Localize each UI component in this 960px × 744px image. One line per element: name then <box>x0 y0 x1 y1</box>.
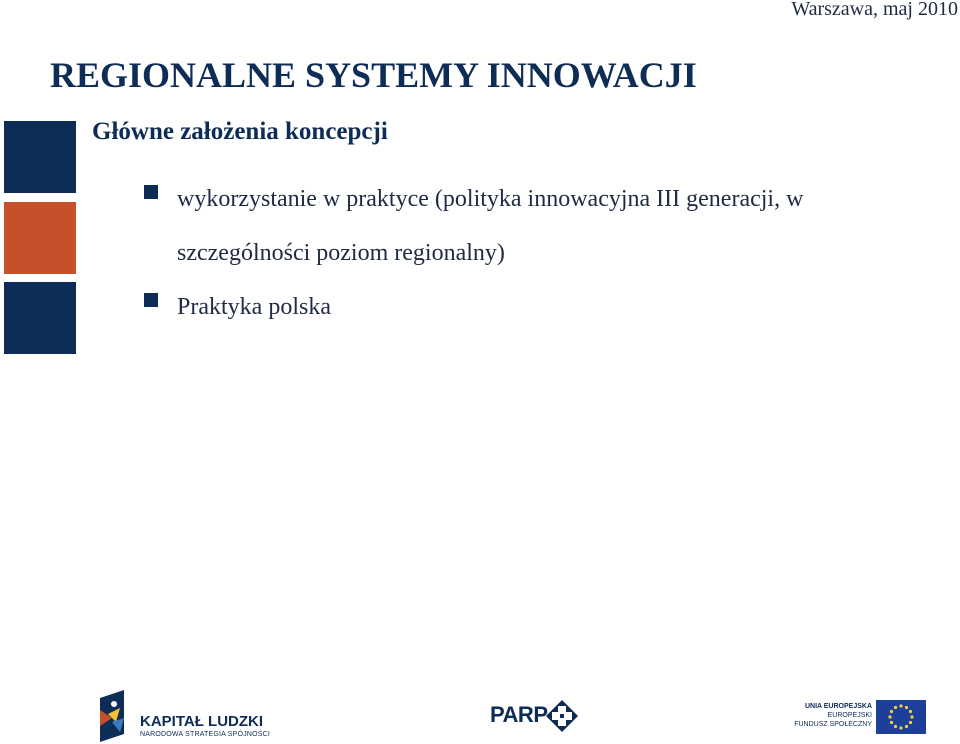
slide-title: REGIONALNE SYSTEMY INNOWACJI <box>50 55 697 95</box>
bullet-text: Praktyka polska <box>177 294 331 320</box>
decor-block-orange <box>4 202 76 274</box>
eu-line-1: UNIA EUROPEJSKA <box>804 703 872 710</box>
bullet-item <box>144 172 924 280</box>
eu-line-3: FUNDUSZ SPOŁECZNY <box>794 721 872 728</box>
parp-emblem-icon <box>546 700 578 732</box>
footer-logos <box>0 680 960 744</box>
kapital-ludzki-text: KAPITAŁ LUDZKI <box>140 713 264 730</box>
date-label: Warszawa, maj 2010 <box>791 0 958 20</box>
eu-flag-icon <box>876 700 926 734</box>
parp-logo <box>488 698 588 738</box>
kapital-ludzki-emblem-icon <box>94 688 134 744</box>
decor-block-navy-bottom <box>4 282 76 354</box>
kapital-ludzki-logo <box>94 688 274 744</box>
eu-fund-text <box>794 702 872 729</box>
bullet-item <box>144 280 924 334</box>
bullet-text: wykorzystanie w praktyce (polityka innowacyjna III generacji, w szczególności poziom regionalny) <box>177 186 804 266</box>
parp-text: PARP <box>490 702 548 727</box>
kapital-ludzki-subtext: NARODOWA STRATEGIA SPÓJNOŚCI <box>140 731 271 738</box>
square-bullet-icon <box>144 293 158 307</box>
decor-block-navy-top <box>4 121 76 193</box>
bullet-list <box>144 172 924 334</box>
eu-line-2: EUROPEJSKI <box>827 712 872 719</box>
slide-subtitle: Główne założenia koncepcji <box>92 118 388 145</box>
square-bullet-icon <box>144 185 158 199</box>
eu-fund-logo <box>794 700 930 740</box>
